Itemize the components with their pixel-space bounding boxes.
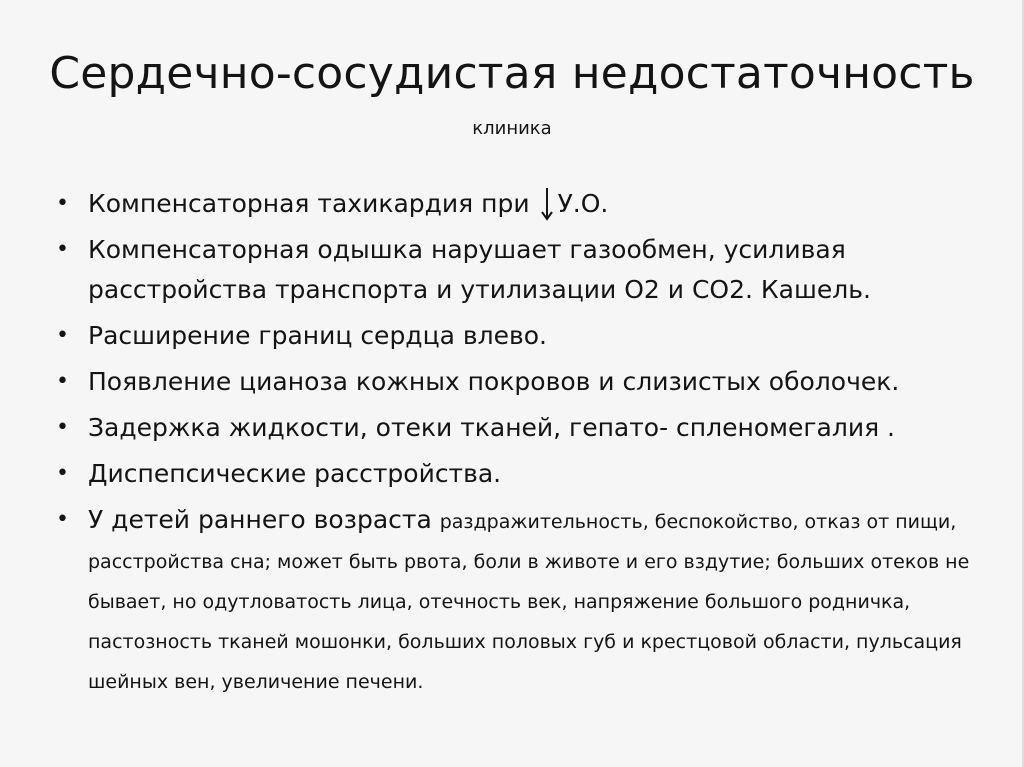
bullet-dot: • (56, 461, 69, 486)
bullet-list (56, 184, 996, 706)
arrow-down-icon (540, 184, 554, 224)
bullet-item (56, 408, 996, 448)
slide-title: Сердечно-сосудистая недостаточность (49, 48, 975, 99)
bullet-detail-text: раздражительность, беспокойство, отказ от пищи, расстройства сна; может быть рвота, боли в животе и его вздутие; больших отеков не бывает, но одутловатость лица, отечность век, напряжение большого родничка, пастозность тканей мошонки, больших половых губ и крестцовой области, пульсация шейных вен, увеличение печени. (88, 511, 970, 693)
bullet-dot: • (56, 237, 69, 262)
bullet-text: Расширение границ сердца влево. (88, 321, 547, 350)
bullet-text: Компенсаторная тахикардия при (88, 189, 538, 218)
slide-subtitle: клиника (472, 118, 552, 139)
bullet-item (56, 454, 996, 494)
bullet-dot: • (56, 415, 69, 440)
bullet-text: Задержка жидкости, отеки тканей, гепато- спленомегалия . (88, 413, 896, 442)
bullet-dot: • (56, 323, 69, 348)
bullet-lead-text: У детей раннего возраста (88, 505, 440, 534)
bullet-dot: • (56, 191, 69, 216)
bullet-item (56, 500, 996, 700)
bullet-item (56, 316, 996, 356)
bullet-item (56, 184, 996, 224)
bullet-item (56, 362, 996, 402)
bullet-text: Появление цианоза кожных покровов и слизистых оболочек. (88, 367, 900, 396)
bullet-text: Диспепсические расстройства. (88, 459, 502, 488)
bullet-text-tail: У.О. (557, 189, 609, 218)
bullet-dot: • (56, 369, 69, 394)
bullet-text: Компенсаторная одышка нарушает газообмен, усиливая расстройства транспорта и утилизации О2 и СО2. Кашель. (88, 235, 871, 304)
bullet-item (56, 230, 996, 310)
bullet-dot: • (56, 507, 69, 532)
